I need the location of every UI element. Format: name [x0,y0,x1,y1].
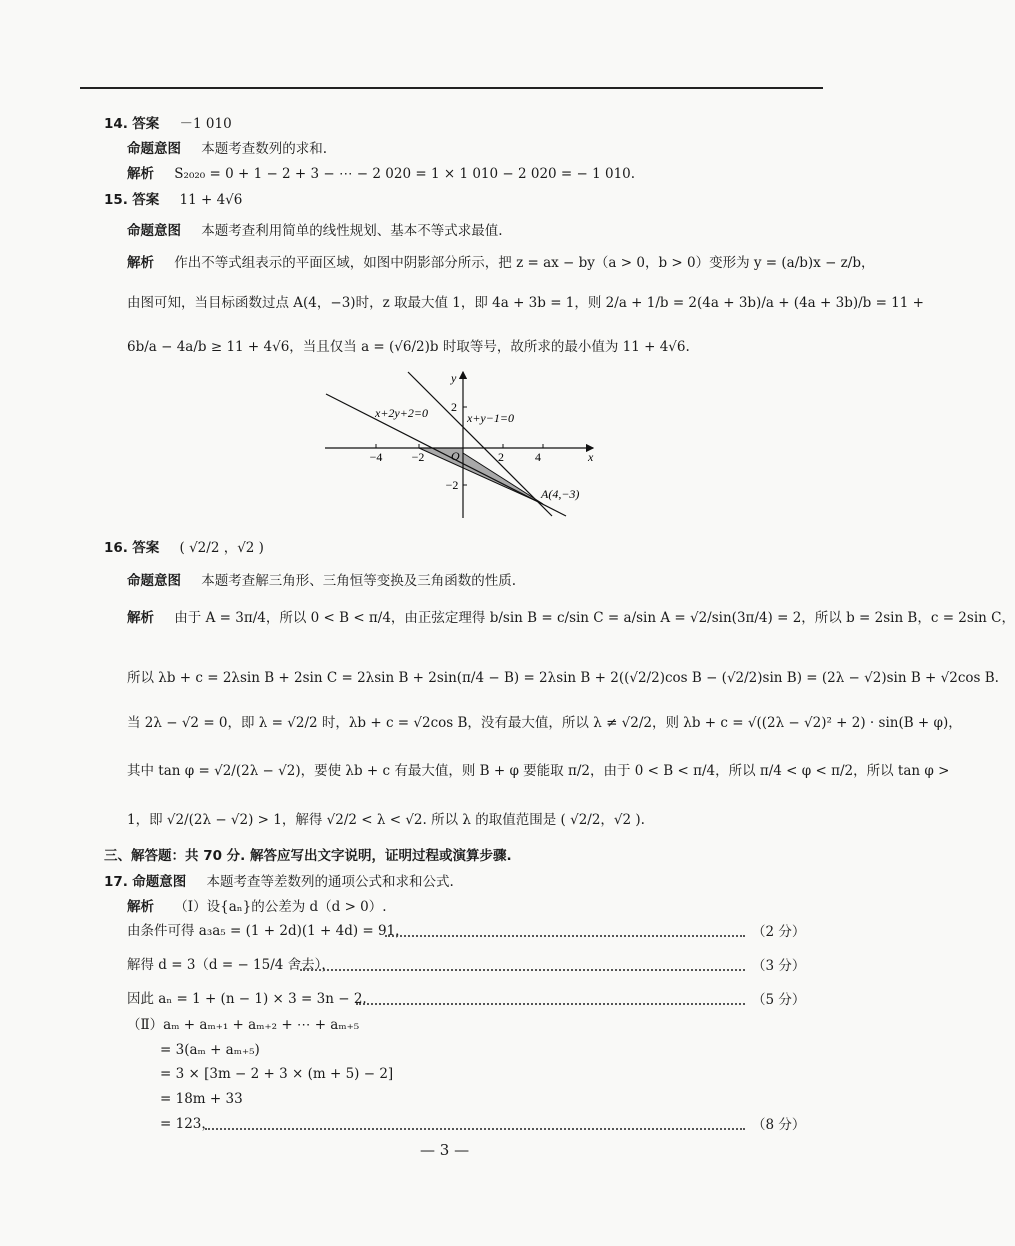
q14-intent-label: 命题意图 [127,141,181,157]
q17-text1: （Ⅰ）设{aₙ}的公差为 d（d > 0）. [174,899,387,915]
q14-analysis: S₂₀₂₀ = 0 + 1 − 2 + 3 − ⋯ − 2 020 = 1 × 1 010 − 2 020 = − 1 010. [174,166,636,182]
q16-analysis-line1 [127,607,1015,629]
q17-score3: （3 分） [752,958,806,974]
shaded-region [419,448,543,504]
x-tick-label: 4 [535,450,541,464]
leader-dots [205,1128,745,1130]
q16-intent: 本题考查解三角形、三角恒等变换及三角函数的性质. [201,573,517,589]
q17-score2: （2 分） [752,924,806,940]
leader-dots [300,969,745,971]
q14-answer: －1 010 [179,116,232,132]
q14-intent-line [127,138,327,160]
label-origin: O [451,449,460,463]
q17-text8: = 18m + 33 [160,1091,243,1107]
q15-intent-label: 命题意图 [127,223,181,239]
q15-figure [320,366,600,522]
q16-analysis-text1: 由于 A = 3π/4，所以 0 < B < π/4，由正弦定理得 b/sin B = c/sin C = a/sin A = √2/sin(3π/4) = 2，所以 b = 2sin B，c = 2sin C， [174,610,1015,626]
q15-analysis-label: 解析 [127,255,154,271]
q15-analysis-text1: 作出不等式组表示的平面区域，如图中阴影部分所示，把 z = ax − by（a > 0，b > 0）变形为 y = (a/b)x − z/b， [174,255,875,271]
label-point-A: A(4,−3) [541,487,580,501]
x-tick-label: −2 [411,450,425,464]
q16-analysis-text5: 1，即 √2/(2λ − √2) > 1，解得 √2/2 < λ < √2. 所以 λ 的取值范围是 ( √2/2，√2 ). [127,812,645,828]
q17-text7: = 3 × [3m − 2 + 3 × (m + 5) − 2] [160,1066,394,1082]
q17-text2: 由条件可得 a₃a₅ = (1 + 2d)(1 + 4d) = 91， [127,923,409,939]
q15-answer-label: 答案 [132,192,160,208]
q16-answer-label: 答案 [132,540,160,556]
q16-analysis-label: 解析 [127,610,154,626]
q17-text6: = 3(aₘ + aₘ₊₅) [160,1042,260,1058]
q16-number: 16. [104,540,128,556]
q17-number: 17. [104,874,128,890]
q14-number: 14. [104,116,128,132]
q17-intent: 本题考查等差数列的通项公式和求和公式. [206,874,454,890]
q17-intent-label: 命题意图 [132,874,187,890]
q15-analysis-line1 [127,252,874,274]
q17-analysis-line1 [127,896,387,918]
q15-intent: 本题考查利用简单的线性规划、基本不等式求最值. [201,223,503,239]
q17-text9: = 123， [160,1116,215,1132]
q16-answer: ( √2/2 ，√2 ) [179,540,264,556]
q17-score4: （5 分） [752,992,806,1008]
q15-answer-line [104,189,242,211]
q15-intent-line [127,220,503,242]
q17-intent-line [104,871,454,893]
q17-analysis-label: 解析 [127,899,154,915]
q14-intent: 本题考查数列的求和. [201,141,328,157]
page-number: — 3 — [420,1141,470,1159]
q15-analysis-text3: 6b/a − 4a/b ≥ 11 + 4√6，当且仅当 a = (√6/2)b 时取等号，故所求的最小值为 11 + 4√6. [127,339,690,355]
label-line2: x+y−1=0 [467,411,514,425]
q16-intent-label: 命题意图 [127,573,181,589]
q16-intent-line [127,570,516,592]
q17-text3: 解得 d = 3（d = − 15/4 舍去）， [127,957,335,973]
q16-analysis-text2: 所以 λb + c = 2λsin B + 2sin C = 2λsin B + 2sin(π/4 − B) = 2λsin B + 2((√2/2)cos B − (√2/2)sin B) = (2λ − √2)sin B + √2cos B. [127,670,999,686]
q14-analysis-line [127,163,635,185]
q16-analysis-text4: 其中 tan φ = √2/(2λ − √2)，要使 λb + c 有最大值，则 B + φ 要能取 π/2，由于 0 < B < π/4，所以 π/4 < φ < π/2，所以 tan φ > [127,763,950,779]
label-x-axis: x [588,450,594,464]
label-y-axis: y [451,371,457,385]
line-x-plus-y-minus-1 [408,372,552,516]
x-tick-label: 2 [498,450,504,464]
q15-number: 15. [104,192,128,208]
q14-analysis-label: 解析 [127,166,154,182]
q15-answer: 11 + 4√6 [179,192,243,208]
q17-text4: 因此 aₙ = 1 + (n − 1) × 3 = 3n − 2. [127,991,367,1007]
line-x-plus-2y-plus-2 [326,394,566,516]
q14-answer-line [104,113,232,135]
y-tick-label: 2 [451,400,457,414]
header-rule [80,87,823,89]
leader-dots [356,1003,745,1005]
q15-analysis-text2: 由图可知，当目标函数过点 A(4，−3)时，z 取最大值 1，即 4a + 3b = 1，则 2/a + 1/b = 2(4a + 3b)/a + (4a + 3b)/b = 11 + [127,295,924,311]
q17-text5: （Ⅱ）aₘ + aₘ₊₁ + aₘ₊₂ + ⋯ + aₘ₊₅ [127,1017,360,1033]
q14-answer-label: 答案 [132,116,160,132]
q17-score9: （8 分） [752,1117,806,1133]
section3-title: 三、解答题：共 70 分. 解答应写出文字说明，证明过程或演算步骤. [104,848,512,864]
q16-answer-line [104,537,264,559]
y-tick-label: −2 [445,478,459,492]
label-line1: x+2y+2=0 [375,406,428,420]
x-tick-label: −4 [369,450,383,464]
leader-dots [385,935,745,937]
q16-analysis-text3: 当 2λ − √2 = 0，即 λ = √2/2 时，λb + c = √2cos B，没有最大值，所以 λ ≠ √2/2，则 λb + c = √((2λ − √2)² + 2) · sin(B + φ)， [127,715,962,731]
